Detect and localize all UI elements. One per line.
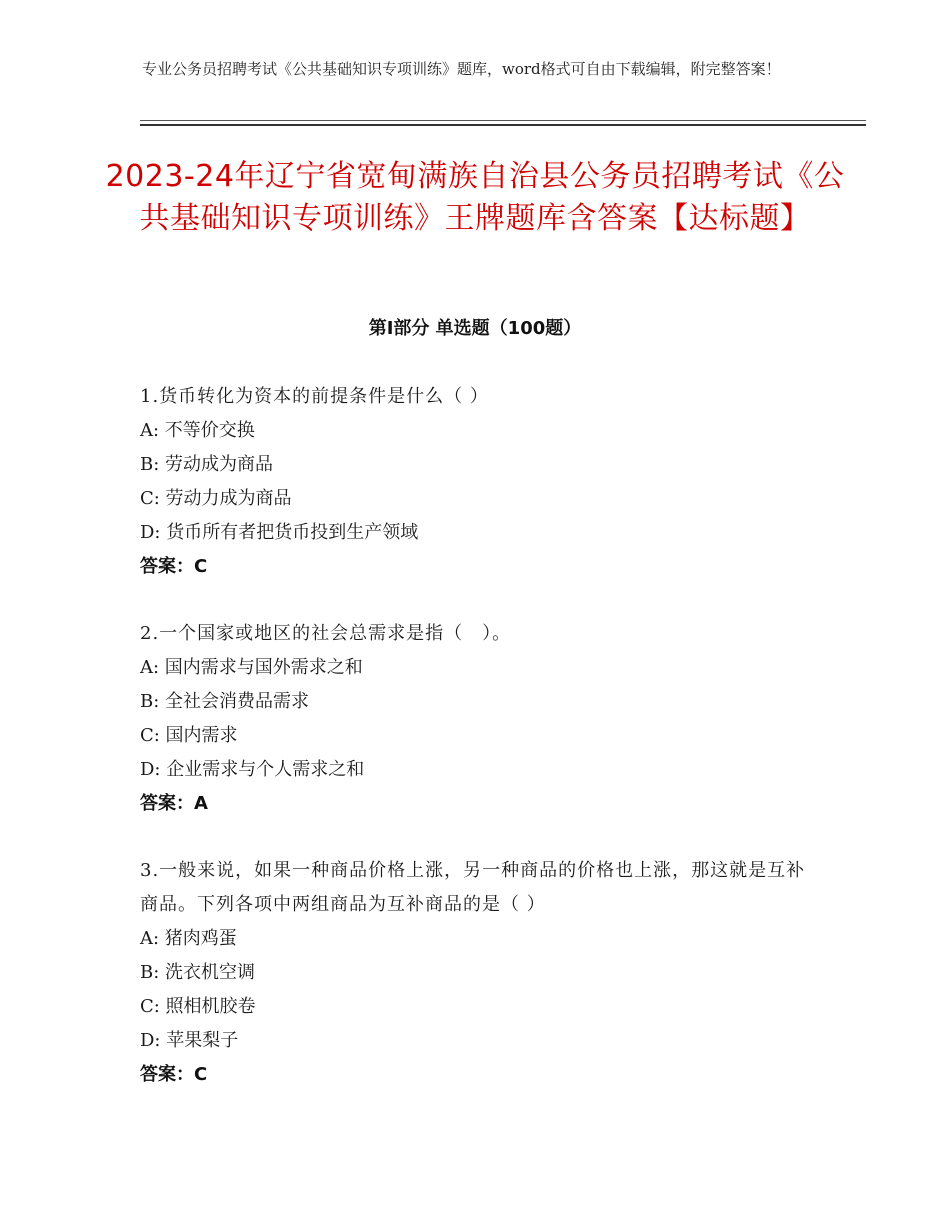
question-stem: 2.一个国家或地区的社会总需求是指（ ）。	[140, 623, 512, 644]
option-b: B: 劳动成为商品	[140, 454, 274, 475]
option-a: A: 猪肉鸡蛋	[140, 928, 237, 949]
option-b: B: 全社会消费品需求	[140, 691, 310, 712]
answer: 答案：A	[140, 793, 208, 814]
option-d: D: 货币所有者把货币投到生产领域	[140, 522, 419, 543]
option-d: D: 苹果梨子	[140, 1030, 239, 1051]
question-1	[140, 380, 820, 584]
option-b: B: 洗衣机空调	[140, 962, 256, 983]
question-list	[140, 380, 820, 1125]
question-3	[140, 854, 820, 1092]
answer: 答案：C	[140, 1064, 208, 1085]
option-c: C: 国内需求	[140, 725, 238, 746]
document-title: 2023-24年辽宁省宽甸满族自治县公务员招聘考试《公共基础知识专项训练》王牌题库含答案【达标题】	[105, 159, 845, 236]
section-title: 第Ⅰ部分 单选题（100题）	[368, 318, 582, 339]
option-a: A: 不等价交换	[140, 420, 255, 441]
answer: 答案：C	[140, 556, 208, 577]
header-divider-thin	[140, 120, 866, 121]
option-a: A: 国内需求与国外需求之和	[140, 657, 363, 678]
option-d: D: 企业需求与个人需求之和	[140, 759, 365, 780]
option-c: C: 劳动力成为商品	[140, 488, 292, 509]
question-2	[140, 617, 820, 821]
header-divider-thick	[140, 124, 866, 126]
question-stem: 3.一般来说，如果一种商品价格上涨，另一种商品的价格也上涨，那这就是互补商品。下列各项中两组商品为互补商品的是（ ）	[140, 860, 806, 915]
question-stem: 1.货币转化为资本的前提条件是什么（ ）	[140, 386, 489, 407]
option-c: C: 照相机胶卷	[140, 996, 256, 1017]
header-note: 专业公务员招聘考试《公共基础知识专项训练》题库，word格式可自由下载编辑，附完整答案！	[142, 60, 781, 78]
